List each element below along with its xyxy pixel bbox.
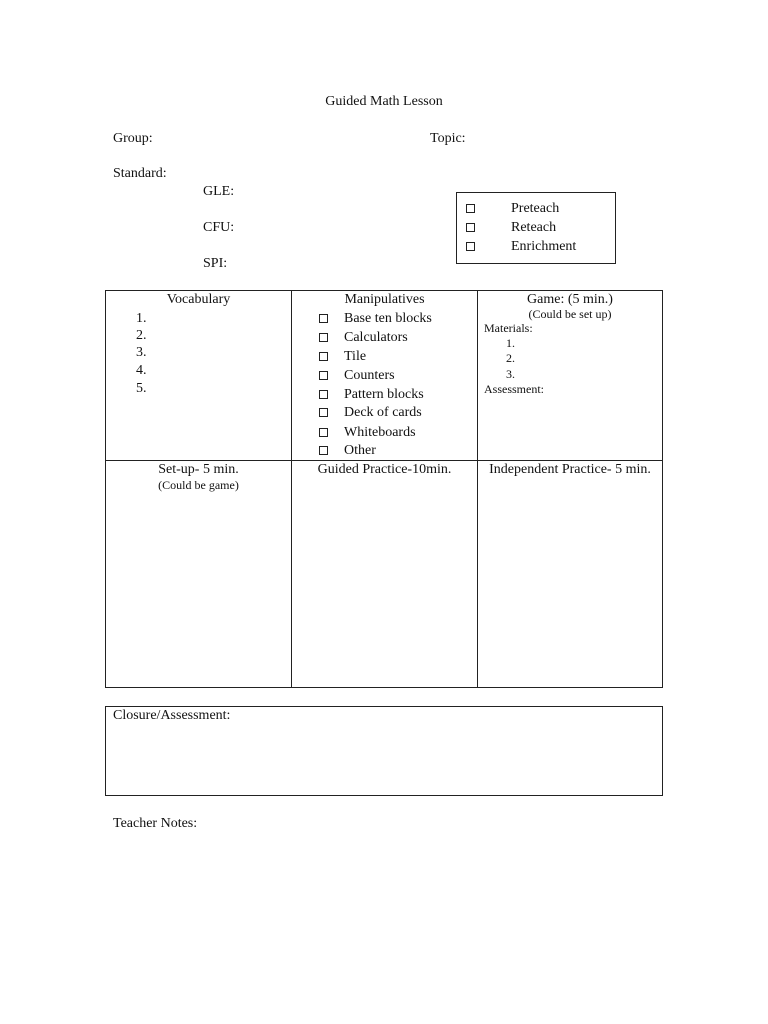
checkbox-icon[interactable] [319,352,328,361]
manipulative-label: Calculators [344,330,408,345]
manipulative-pattern-blocks[interactable] [319,386,424,403]
manipulative-label: Deck of cards [344,405,422,420]
manipulatives-heading: Manipulatives [344,292,425,307]
spi-label: SPI: [203,256,228,271]
vocabulary-item: 1. [136,311,147,326]
lesson-type-label: Preteach [511,201,560,216]
checkbox-icon[interactable] [466,204,475,213]
checkbox-icon[interactable] [319,446,328,455]
manipulative-label: Base ten blocks [344,311,432,326]
manipulative-whiteboards[interactable] [319,424,416,441]
manipulative-tile[interactable] [319,348,366,365]
manipulative-base-ten-blocks[interactable] [319,310,432,327]
vocabulary-item: 2. [136,328,147,343]
table-divider [477,290,478,688]
independent-practice-heading: Independent Practice- 5 min. [489,462,651,477]
materials-label: Materials: [484,321,533,335]
manipulative-label: Pattern blocks [344,387,424,402]
cfu-label: CFU: [203,220,235,235]
manipulative-label: Whiteboards [344,425,416,440]
vocabulary-item: 4. [136,363,147,378]
checkbox-icon[interactable] [319,333,328,342]
manipulative-calculators[interactable] [319,329,408,346]
materials-item: 1. [506,336,515,350]
topic-label: Topic: [430,131,466,146]
game-heading: Game: (5 min.) [527,292,613,307]
vocabulary-heading: Vocabulary [166,292,231,307]
lesson-type-label: Reteach [511,220,557,235]
table-divider [291,290,292,688]
page-title: Guided Math Lesson [325,94,443,109]
gle-label: GLE: [203,184,235,199]
setup-heading: Set-up- 5 min. [158,462,239,477]
checkbox-icon[interactable] [319,408,328,417]
guided-practice-heading: Guided Practice-10min. [317,462,452,477]
assessment-label: Assessment: [484,382,544,396]
closure-label: Closure/Assessment: [113,708,231,723]
checkbox-icon[interactable] [319,371,328,380]
vocabulary-item: 3. [136,345,147,360]
manipulative-deck-of-cards[interactable] [319,404,422,421]
game-note: (Could be set up) [528,307,612,321]
lesson-type-label: Enrichment [511,239,577,254]
checkbox-icon[interactable] [319,428,328,437]
materials-item: 2. [506,351,515,365]
materials-item: 3. [506,367,515,381]
teacher-notes-label: Teacher Notes: [113,816,198,831]
lesson-type-preteach[interactable] [466,200,559,217]
checkbox-icon[interactable] [466,242,475,251]
standard-label: Standard: [113,166,167,181]
manipulative-label: Other [344,443,376,458]
checkbox-icon[interactable] [319,390,328,399]
manipulative-counters[interactable] [319,367,395,384]
manipulative-label: Counters [344,368,395,383]
vocabulary-item: 5. [136,381,147,396]
checkbox-icon[interactable] [319,314,328,323]
group-label: Group: [113,131,153,146]
setup-note: (Could be game) [158,478,239,492]
lesson-type-reteach[interactable] [466,219,556,236]
manipulative-other[interactable] [319,442,376,459]
lesson-type-enrichment[interactable] [466,238,576,255]
manipulative-label: Tile [344,349,367,364]
checkbox-icon[interactable] [466,223,475,232]
